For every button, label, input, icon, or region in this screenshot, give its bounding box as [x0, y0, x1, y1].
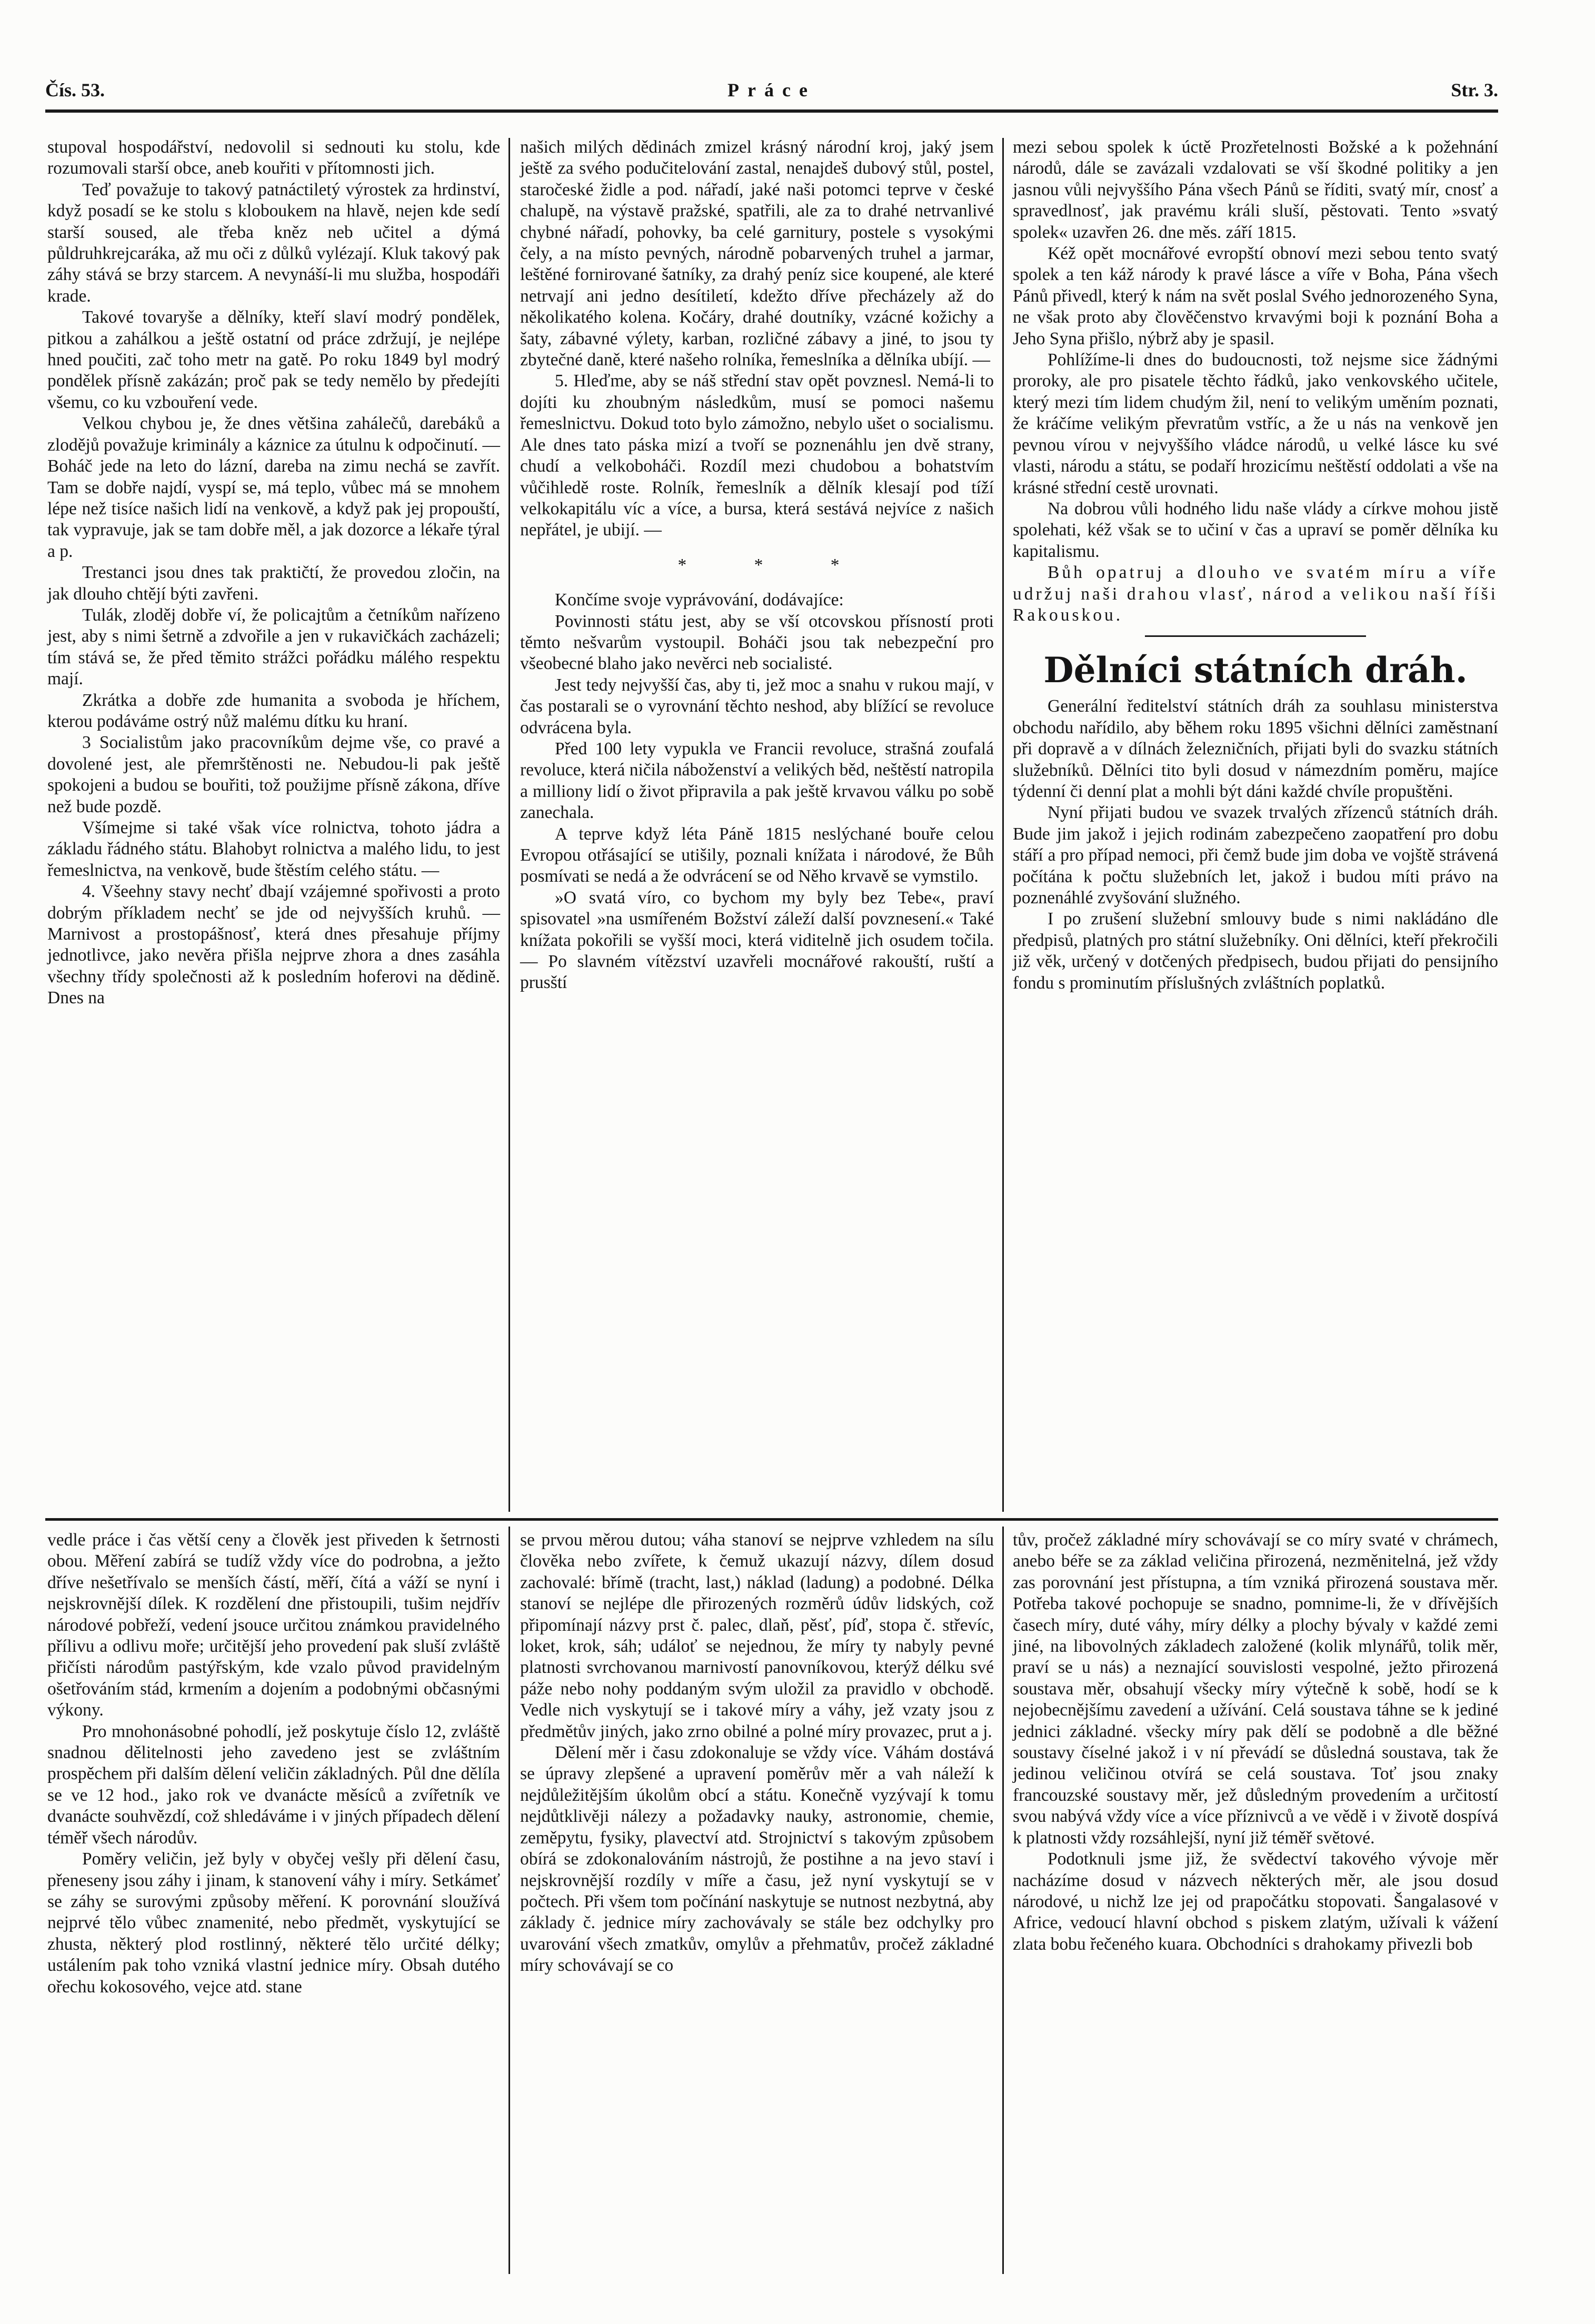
- paragraph: 3 Socialistům jako pracovníkům dejme vše, co pravé a dovolené jest, ale přemrštěnosti ne. Nebudou-li pak ještě spokojeni a budou se bouřiti, tož použijme přísně zákona, dříve než bude pozdě.: [47, 733, 500, 816]
- paragraph: »O svatá víro, co bychom my byly bez Tebe«, praví spisovatel »na usmířeném Božství záleží další povznesení.« Také knížata pokořili se vyšší moci, která viditelně jich osudem točila. — Po slavném vítězství uzavřeli mocnářové rakouští, ruští a prusští: [520, 887, 994, 993]
- paragraph: 5. Hleďme, aby se náš střední stav opět povznesl. Nemá-li to dojíti ku zhoubným následkům, musí se pomoci našemu řemeslnictvu. Dokud toto bylo zámožno, nebylo ušet o socialismu. Ale dnes tato páska mizí a tvoří se poznenáhlu jen dvě strany, chudí a velkoboháči. Rozdíl mezi chudobou a bohatstvím vůčihledě roste. Rolník, řemeslník a dělník klesají pod tíží velkokapitálu víc a více, a bursa, která sestává nejvíce z našich nepřátel, je ubijí. —: [520, 371, 994, 540]
- feuilleton-rule: [45, 1518, 1498, 1521]
- paragraph: Velkou chybou je, že dnes většina zahálečů, darebáků a zlodějů považuje kriminály a káznice za útulnu k odpočinutí. — Boháč jede na leto do lázní, dareba na zimu nechá se zavřít. Tam se dobře najdí, vyspí se, má teplo, vůbec má se mnohem lépe než tisíce našich lidí na venkově, a když pak jej propouští, tak vypravuje, jak se tam dobře měl, a jak dozorce a lékaře týral a p.: [47, 414, 500, 561]
- paragraph: Podotknuli jsme již, že svědectví takového vývoje měr nacházíme dosud v názvech některých měr, ale jsou dosud národové, u nichž lze jej od prapočátku stopovati. Šangalasové v Africe, vedoucí hlavní obchod s piskem zlatým, užívali k vážení zlata bobu řečeného kuara. Obchodníci s drahokamy přivezli bob: [1013, 1849, 1498, 1954]
- paragraph: Končíme svoje vyprávování, dodávajíce:: [555, 590, 844, 610]
- page-header: [45, 75, 1498, 112]
- column-divider: [1002, 138, 1004, 1512]
- paragraph: našich milých dědinách zmizel krásný národní kroj, jaký jsem ještě za svého podučitelování zastal, nenajdeš dubový stůl, postel, staročeské židle a pod. nářadí, jaké naši potomci teprve v české chalupě, na výstavě pražské, spatřili, ale za to drahé netrvanlivé chybné nářadí, pohovky, ba celé garnitury, postele s vysokými čely, a na místo pevných, národně pobarvených truhel a jarmar, leštěné fornirované šatníky, za drahý peníz sice koupené, ale které netrvají ani jedno desítiletí, kdežto dříve přecházely až do několikatého kolena. Kočáry, drahé doutníky, vzácné kožichy a šaty, zábavné výlety, karban, rozličné zábavy a jiné, to jsou ty zbytečné daně, které našeho rolníka, řemeslníka a dělníka ubíjí. —: [520, 137, 994, 370]
- paragraph: Tulák, zloděj dobře ví, že policajtům a četníkům nařízeno jest, aby s nimi šetrně a zdvořile a jen v rukavičkách zacházeli; tím stává se, že před těmito strážci pořádku málého respektu mají.: [47, 605, 500, 689]
- article-heading: Dělníci státních dráh.: [1043, 650, 1468, 691]
- paragraph: tův, pročež základné míry schovávají se co míry svaté v chrámech, anebo béře se za základ veličina přirozená, nezměnitelná, jež vždy zas porovnání jest přístupna, a tím vzniká přirozená soustava měr. Potřeba takové pochopuje se snadno, pomnime-li, že v dřívějších časech míry, duté váhy, míry délky a plochy bývaly v každé zemi jiné, na libovolných základech založené (kolik mlynářů, tolik měr, praví se u nás) a neznající souvislosti vespolné, ježto přirozená soustava měr, obsahují všecky míry výtečně k sobě, hodí se k nejobecnějšímu zavedení a užívání. Celá soustava táhne se k jediné jednici základné. všecky míry pak dělí se podobně a dle běžné soustavy číselné jakož i v ní převádí se důsledná soustava, tak že jedinou veličinou otvírá se celá soustava. Toť jsou znaky francouzské soustavy měr, jež důsledným provedením a určitostí svou nabývá vždy více a více příznivců a ve vědě i v životě dospívá k platnosti vždy rozsáhlejší, nyní již téměř světové.: [1013, 1530, 1498, 1848]
- closing-prayer: Bůh opatruj a dlouho ve svatém míru a víře udržuj naši drahou vlasť, národ a velikou naší říši Rakouskou.: [1013, 563, 1498, 625]
- paragraph: vedle práce i čas větší ceny a člověk jest přiveden k šetrnosti obou. Měření zabírá se tudíž vždy více do podrobna, a ježto dříve nešetřívalo se menších částí, měří, čítá a váží se nyní i nejskrovnější dílek. K rozdělení dne přistoupili, tušim nejdřív národové pobřeží, vedení jsouce určitou známkou pravidelného přílivu a odlivu moře; určitější jeho provedení pak sluší zvláště přičísti národům pastýřským, kde vzalo původ pravidelným ošetřováním stád, krmením a dojením a podobnými občasnými výkony.: [47, 1530, 500, 1720]
- paragraph: 4. Všeehny stavy nechť dbají vzájemné spořivosti a proto dobrým příkladem nechť se jde od nejvyšších kruhů. — Marnivost a prostopášnosť, která dnes přesahuje příjmy jednotlivce, jako nevěra přišla nejprve zhora a dnes zasáhla všechny třídy společnosti až k posledním hoferovi na dědině. Dnes na: [47, 882, 500, 1008]
- feuilleton-column-2: [520, 1530, 994, 1977]
- paragraph: stupoval hospodářství, nedovolil si sednouti ku stolu, kde rozumovali starší obce, aneb kouřiti v přítomnosti jich.: [47, 137, 500, 178]
- column-divider: [1002, 1527, 1004, 2274]
- paragraph: Generální ředitelství státních dráh za souhlasu ministerstva obchodu nařídilo, aby během roku 1895 všichni dělníci zaměstnaní při dopravě a v dílnách železničních, přijati byli do svazku státních služebníků. Dělníci tito byli dosud v námezdním poměru, majíce týdenní či denní plat a mohli být dáni každé chvíle propuštěni.: [1013, 696, 1498, 801]
- paragraph: A teprve když léta Páně 1815 neslýchané bouře celou Evropou otřásající se utišily, poznali knížata i národové, že Bůh posmívati se nedá a že odvrácení se od Něho krvavě se vymstilo.: [520, 824, 994, 886]
- newspaper-title: Práce: [727, 79, 816, 101]
- column-1: [47, 137, 500, 1009]
- paragraph: Dělení měr i času zdokonaluje se vždy více. Váhám dostává se úpravy zlepšené a upravení poměrův měr a vah náleží k nejdůležitějším úkolům obcí a státu. Konečně vyzývají k tomu nejdůtklivěji nálezy a požadavky nauky, astronomie, chemie, zeměpytu, fysiky, plavectví atd. Strojnictví s takovým způsobem obírá se zdokonalováním nástrojů, že postihne a na jevo staví i nejskrovnější rozdíly v míře a času, jež nyní vyskytují se v počtech. Při všem tom počínání naskytuje se nutnost nezbytná, aby základy č. jednice míry zachovávaly se stále bez odchylky pro uvarování všech zmatkův, omylův a přehmatův, pročež základné míry schovávají se co: [520, 1743, 994, 1976]
- paragraph: se prvou měrou dutou; váha stanoví se nejprve vzhledem na sílu člověka nebo zvířete, k čemuž ukazují názvy, dílem dosud zachovalé: břímě (tracht, last,) náklad (ladung) a podobné. Délka stanoví se nejlépe dle přirozených rozměrů údův lidských, což připomínají názvy prst č. palec, dlaň, pěsť, píď, stopa č. střevíc, loket, krok, sáh; událoť se nejednou, že míry ty nabyly pevné platnosti svrchovanou marnivostí panovníkovou, kterýž délku své páže nebo nohy poddaným svým uložil za pravidlo v obchodě. Vedle nich vyskytují se i takové míry a váhy, jež vzaty jsou z předmětův jiných, jako zrno obilné a polné míry provazec, prut a j.: [520, 1530, 994, 1741]
- issue-number: Čís. 53.: [45, 79, 105, 101]
- paragraph: Nyní přijati budou ve svazek trvalých zřízenců státních dráh. Bude jim jakož i jejich rodinám zabezpečeno zaopatření pro dobu stáří a pro případ nemoci, při čemž bude jim doba ve vojště strávená počítána k počtu služebních let, jakož i budou míti právo na poznenáhlé zvyšování služného.: [1013, 803, 1498, 907]
- paragraph: Pohlížíme-li dnes do budoucnosti, tož nejsme sice žádnými proroky, ale pro pisatele těchto řádků, jako venkovského učitele, který mezi tím lidem chudým žil, není to velikým uměním poznati, že kráčíme velikým převratům vstříc, a že u nás na venkově jen pevnou vírou v nejvyššího vládce národů, u velké lásce ku své vlasti, národu a státu, se podaří hrozicímu neštěstí oddolati a vše na krásné střední cestě urovnati.: [1013, 350, 1498, 497]
- paragraph: Takové tovaryše a dělníky, kteří slaví modrý pondělek, pitkou a zahálkou a ještě ostatní od práce zdržují, je nejlépe hned poučiti, zač toho metr na gatě. Po roku 1849 byl modrý pondělek přísně zakázán; proč pak se tedy nemělo by předejíti všemu, co ku vzbouření vede.: [47, 307, 500, 412]
- paragraph: Zkrátka a dobře zde humanita a svoboda je hříchem, kterou podáváme ostrý nůž malému dítku ku hraní.: [47, 690, 500, 731]
- paragraph: Poměry veličin, jež byly v obyčej vešly při dělení času, přeneseny jsou záhy i jinam, k stanovení váhy i míry. Setkámeť se záhy se surovými způsoby měření. K porovnání sloužívá nejprvé tělo vůbec znamenité, nebo předmět, vyskytující se zhusta, některý plod rostlinný, některé tělo určité délky; ustálením pak toho vzniká vlastní jednice míry. Obsah dutého ořechu kokosového, vejce atd. stane: [47, 1849, 500, 1997]
- paragraph: Před 100 lety vypukla ve Francii revoluce, strašná zoufalá revoluce, která ničila náboženství a velikých běd, neštěstí natropila a milliony lidí o život připravila a pak ještě krvavou válku po sobě zanechala.: [520, 739, 994, 823]
- column-divider: [509, 138, 510, 1512]
- column-divider: [509, 1527, 510, 2274]
- section-separator: * * *: [677, 555, 871, 575]
- paragraph: Všímejme si také však více rolnictva, tohoto jádra a základu řádného státu. Blahobyt rolnictva a malého lidu, to jest řemeslnictva, na venkově, bude štěstím celého státu. —: [47, 818, 500, 880]
- paragraph: Kéž opět mocnářové evropští obnoví mezi sebou tento svatý spolek a ten káž národy k pravé lásce a víře v Boha, Pána všech Pánů přivedl, který k nám na svět poslal Svého jednorozeného Syna, ne však proto aby člověčenstvo krvavými boji k poznání Boha a Jeho Syna přišlo, nýbrž aby je spasil.: [1013, 244, 1498, 348]
- feuilleton-column-3: [1013, 1530, 1498, 1955]
- paragraph: Jest tedy nejvyšší čas, aby ti, jež moc a snahu v rukou mají, v čas postarali se o vyrovnání těchto neshod, aby blížící se revoluce odvrácena byla.: [520, 675, 994, 737]
- article-rule: [1145, 635, 1366, 637]
- paragraph: Trestanci jsou dnes tak praktičtí, že provedou zločin, na jak dlouho chtějí býti zavřeni.: [47, 563, 500, 604]
- paragraph: Pro mnohonásobné pohodlí, jež poskytuje číslo 12, zvláště snadnou dělitelnosti jeho zavedeno jest se zvláštním prospěchem při dalším dělení veličin základných. Půl dne dělíla se ve 12 hod., jako rok ve dvanácte měsíců a zvířetník ve dvanácte souhvězdí, což shledáváme i v jiných případech dělení téměř všech národův.: [47, 1721, 500, 1848]
- page-number: Str. 3.: [1451, 79, 1498, 101]
- paragraph: Povinnosti státu jest, aby se vší otcovskou přísností proti těmto nešvarům vystoupil. Boháči jsou tak nebezpeční pro všeobecné blaho jako nevěrci neb socialisté.: [520, 611, 994, 674]
- paragraph: I po zrušení služební smlouvy bude s nimi nakládáno dle předpisů, platných pro státní služebníky. Oni dělníci, kteří překročili již věk, určený v dotčených předpisech, budou přijati do pensijního fondu s prominutím příslušných zvláštních poplatků.: [1013, 909, 1498, 993]
- header-rule: [45, 109, 1498, 113]
- column-3: [1013, 137, 1498, 994]
- column-2: [520, 137, 994, 994]
- feuilleton-column-1: [47, 1530, 500, 1998]
- paragraph: mezi sebou spolek k úctě Prozřetelnosti Božské a k požehnání národů, dále se zavázali vzdalovati se vší škodné politiky a jen jasnou vůli nejvyššího Pána všech Pánů se říditi, svatý mír, cnosť a spravedlnosť, jak pravému králi sluší, pěstovati. Tento »svatý spolek« uzavřen 26. dne měs. září 1815.: [1013, 137, 1498, 242]
- paragraph: Teď považuje to takový patnáctiletý výrostek za hrdinství, když posadí se ke stolu s kloboukem na hlavě, nejen kde sedí starší soused, ale třeba kněz neb učitel a dýmá půldruhkrejcaráka, až mu oči z důlků vylézají. Kluk takový pak záhy stává se brzy starcem. A nevynáší-li mu služba, hospodáři krade.: [47, 179, 500, 306]
- paragraph: Na dobrou vůli hodného lidu naše vlády a církve mohou jistě spolehati, kéž však se to učiní v čas a upraví se poměr dělníka ku kapitalismu.: [1013, 498, 1498, 561]
